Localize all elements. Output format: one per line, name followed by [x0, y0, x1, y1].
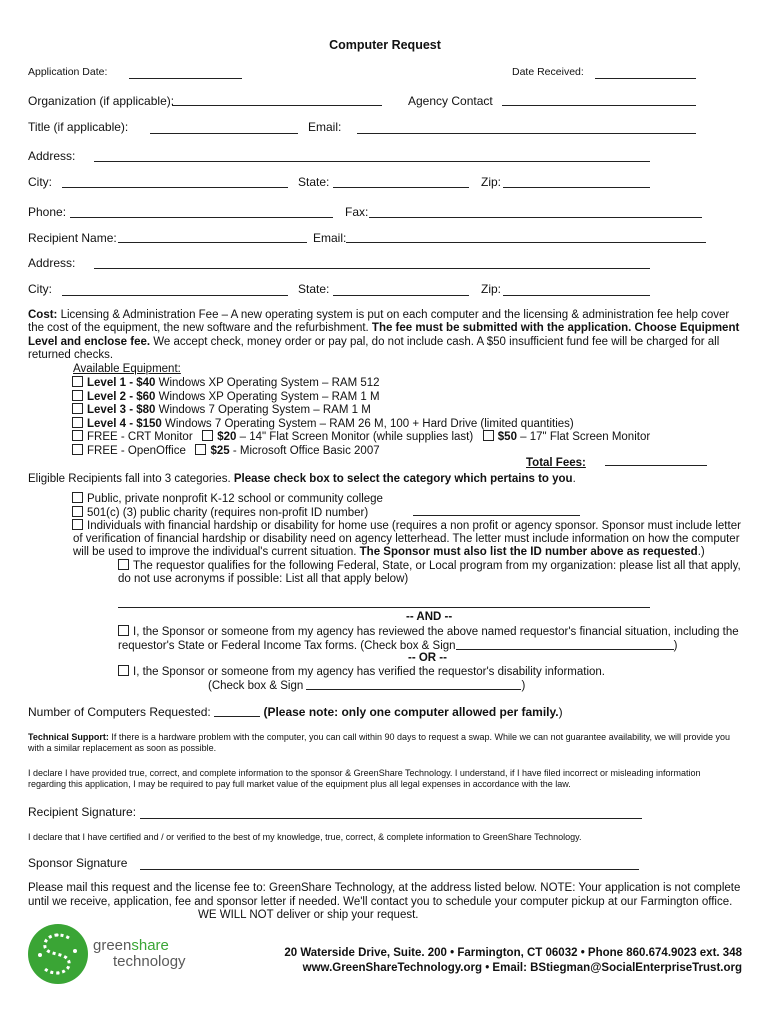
title-field[interactable] — [150, 133, 298, 134]
agency-contact-label: Agency Contact — [408, 94, 493, 108]
monitor-17-checkbox[interactable] — [483, 430, 494, 441]
recipient-state-label: State: — [298, 282, 330, 296]
sponsor-disability-option[interactable]: I, the Sponsor or someone from my agency has verified the requestor's disability information. — [118, 665, 605, 679]
greenshare-logo-icon — [27, 923, 89, 985]
level-4-option[interactable]: Level 4 - $150 Windows 7 Operating System – RAM 26 M, 100 + Hard Drive (limited quantities) — [72, 417, 574, 431]
level-3-checkbox[interactable] — [72, 403, 83, 414]
cost-label: Cost: — [28, 309, 58, 321]
sponsor-financial-line-2: requestor's State or Federal Income Tax forms. (Check box & Sign ) — [118, 639, 678, 652]
ms-office-checkbox[interactable] — [195, 444, 206, 455]
recipient-name-label: Recipient Name: — [28, 231, 117, 245]
level-2-checkbox[interactable] — [72, 390, 83, 401]
recipient-zip-label: Zip: — [481, 282, 502, 296]
cost-bold: The fee must be submitted with the application. Choose Equipment Level and enclose fee. — [28, 322, 740, 348]
sponsor-financial-checkbox[interactable] — [118, 625, 129, 636]
declaration-2: I declare that I have certified and / or verified to the best of my knowledge, true, correct, & complete information to GreenShare Technology. — [28, 832, 582, 842]
address-field[interactable] — [94, 161, 650, 162]
address-label: Address: — [28, 149, 76, 163]
fax-field[interactable] — [369, 217, 702, 218]
state-label: State: — [298, 175, 330, 189]
recipient-city-label: City: — [28, 282, 52, 296]
sponsor-signature-label: Sponsor Signature — [28, 856, 128, 870]
computers-requested: Number of Computers Requested: (Please note: only one computer allowed per family.) — [28, 705, 563, 719]
logo-technology: technology — [113, 953, 186, 970]
category-3-line-3: will be used to improve the individual's current situation. The Sponsor must also list the ID number above as requested.) — [73, 546, 705, 558]
phone-label: Phone: — [28, 205, 67, 219]
category-1-option[interactable]: Public, private nonprofit K-12 school or community college — [72, 492, 383, 506]
recipient-address-field[interactable] — [94, 268, 650, 269]
requestor-option[interactable]: The requestor qualifies for the following Federal, State, or Local program from my organization: please list all that apply, — [118, 559, 741, 573]
openoffice-checkbox[interactable] — [72, 444, 83, 455]
total-fees-field[interactable] — [605, 465, 707, 466]
sponsor-disability-line-2: (Check box & Sign ) — [208, 680, 526, 692]
cost-paragraph — [28, 309, 744, 363]
category-3-checkbox[interactable] — [72, 519, 83, 530]
category-1-checkbox[interactable] — [72, 492, 83, 503]
sponsor-disability-sign-field[interactable] — [306, 679, 521, 690]
application-date-label: Application Date: — [28, 66, 108, 78]
zip-label: Zip: — [481, 175, 502, 189]
email-field[interactable] — [357, 133, 696, 134]
level-1-option[interactable]: Level 1 - $40 Windows XP Operating System – RAM 512 — [72, 376, 380, 390]
logo-wordmark: greenshare — [93, 937, 169, 954]
mail-instructions-1: Please mail this request and the license fee to: GreenShare Technology, at the address listed below. NOTE: Your application is not complete — [28, 882, 741, 894]
phone-field[interactable] — [70, 217, 333, 218]
city-label: City: — [28, 175, 52, 189]
title-label: Title (if applicable): — [28, 120, 129, 134]
requestor-line-2: do not use acronyms if possible: List all that apply below) — [118, 572, 409, 585]
recipient-email-label: Email: — [313, 231, 347, 245]
mail-instructions-2: until we receive, application, fee and sponsor letter if needed. We'll contact you to schedule your computer pickup at our Farmington office. — [28, 896, 733, 908]
date-received-field[interactable] — [595, 78, 696, 79]
recipient-zip-field[interactable] — [503, 295, 650, 296]
category-2-option[interactable]: 501(c) (3) public charity (requires non-profit ID number) — [72, 506, 368, 520]
recipient-signature-label: Recipient Signature: — [28, 805, 137, 819]
organization-label: Organization (if applicable): — [28, 94, 175, 108]
eligible-intro: Eligible Recipients fall into 3 categories. Please check box to select the category which pertains to you. — [28, 473, 576, 485]
monitor-14-checkbox[interactable] — [202, 430, 213, 441]
footer-address: 20 Waterside Drive, Suite. 200 • Farmington, CT 06032 • Phone 860.674.9023 ext. 348 — [284, 947, 742, 959]
equipment-heading: Available Equipment: — [73, 363, 181, 375]
recipient-state-field[interactable] — [333, 295, 469, 296]
fax-label: Fax: — [345, 205, 369, 219]
level-2-option[interactable]: Level 2 - $60 Windows XP Operating System – RAM 1 M — [72, 390, 380, 404]
organization-field[interactable] — [172, 105, 382, 106]
category-2-checkbox[interactable] — [72, 506, 83, 517]
requestor-checkbox[interactable] — [118, 559, 129, 570]
recipient-address-label: Address: — [28, 256, 76, 270]
agency-contact-field[interactable] — [502, 105, 696, 106]
recipient-city-field[interactable] — [62, 295, 288, 296]
cost-text-2: We accept check, money order or pay pal, do not include cash. A $50 insufficient fund fee will be charged for all returned checks. — [28, 335, 720, 362]
computers-requested-field[interactable] — [214, 706, 260, 717]
city-field[interactable] — [62, 187, 288, 188]
sponsor-signature-field[interactable] — [140, 869, 639, 870]
cost-text-1: Licensing & Administration Fee – A new operating system is put on each computer and the licensing & administration fee help cover the cost of the equipment, the new software and the refurbishment. — [28, 309, 730, 335]
declaration-1: I declare I have provided true, correct, and complete information to the sponsor & GreenShare Technology. I understand, if I have filed incorrect or misleading information regarding this application, I may be required to pay full market value of the equipment plus all legal expenses in accordance with the law. — [28, 768, 701, 790]
footer-contact: www.GreenShareTechnology.org • Email: BStiegman@SocialEnterpriseTrust.org — [302, 962, 742, 974]
state-field[interactable] — [333, 187, 469, 188]
monitor-options: FREE - CRT Monitor $20 – 14" Flat Screen Monitor (while supplies last) $50 – 17" Flat Screen Monitor — [72, 430, 650, 444]
recipient-email-field[interactable] — [346, 242, 706, 243]
technical-support-paragraph: Technical Support: If there is a hardware problem with the computer, you can call within 90 days to request a swap. While we can not guarantee availability, we will provide you with a similar replacement as soon as possible. — [28, 732, 730, 754]
page-title: Computer Request — [329, 38, 441, 52]
email-label: Email: — [308, 120, 342, 134]
level-3-option[interactable]: Level 3 - $80 Windows 7 Operating System – RAM 1 M — [72, 403, 371, 417]
mail-instructions-3: WE WILL NOT deliver or ship your request. — [198, 909, 419, 921]
category-3-line-2: of verification of financial hardship or disability need on agency letterhead. The letter must include information on how the computer — [73, 532, 740, 545]
nonprofit-id-field[interactable] — [413, 515, 580, 516]
sponsor-disability-checkbox[interactable] — [118, 665, 129, 676]
category-3-option[interactable]: Individuals with financial hardship or disability for home use (requires a non profit or agency sponsor. Sponsor must include letter — [72, 519, 741, 533]
or-separator: -- OR -- — [408, 652, 447, 664]
sponsor-financial-option[interactable]: I, the Sponsor or someone from my agency has reviewed the above named requestor's financial situation, including the — [118, 625, 739, 639]
zip-field[interactable] — [503, 187, 650, 188]
level-4-checkbox[interactable] — [72, 417, 83, 428]
software-options: FREE - OpenOffice $25 - Microsoft Office Basic 2007 — [72, 444, 380, 458]
total-fees-label: Total Fees: — [526, 457, 586, 469]
program-list-field[interactable] — [118, 607, 650, 608]
sponsor-financial-sign-field[interactable] — [456, 639, 674, 650]
and-separator: -- AND -- — [406, 611, 453, 623]
recipient-name-field[interactable] — [118, 242, 307, 243]
recipient-signature-field[interactable] — [140, 818, 642, 819]
application-date-field[interactable] — [129, 78, 242, 79]
crt-checkbox[interactable] — [72, 430, 83, 441]
level-1-checkbox[interactable] — [72, 376, 83, 387]
date-received-label: Date Received: — [512, 66, 584, 78]
